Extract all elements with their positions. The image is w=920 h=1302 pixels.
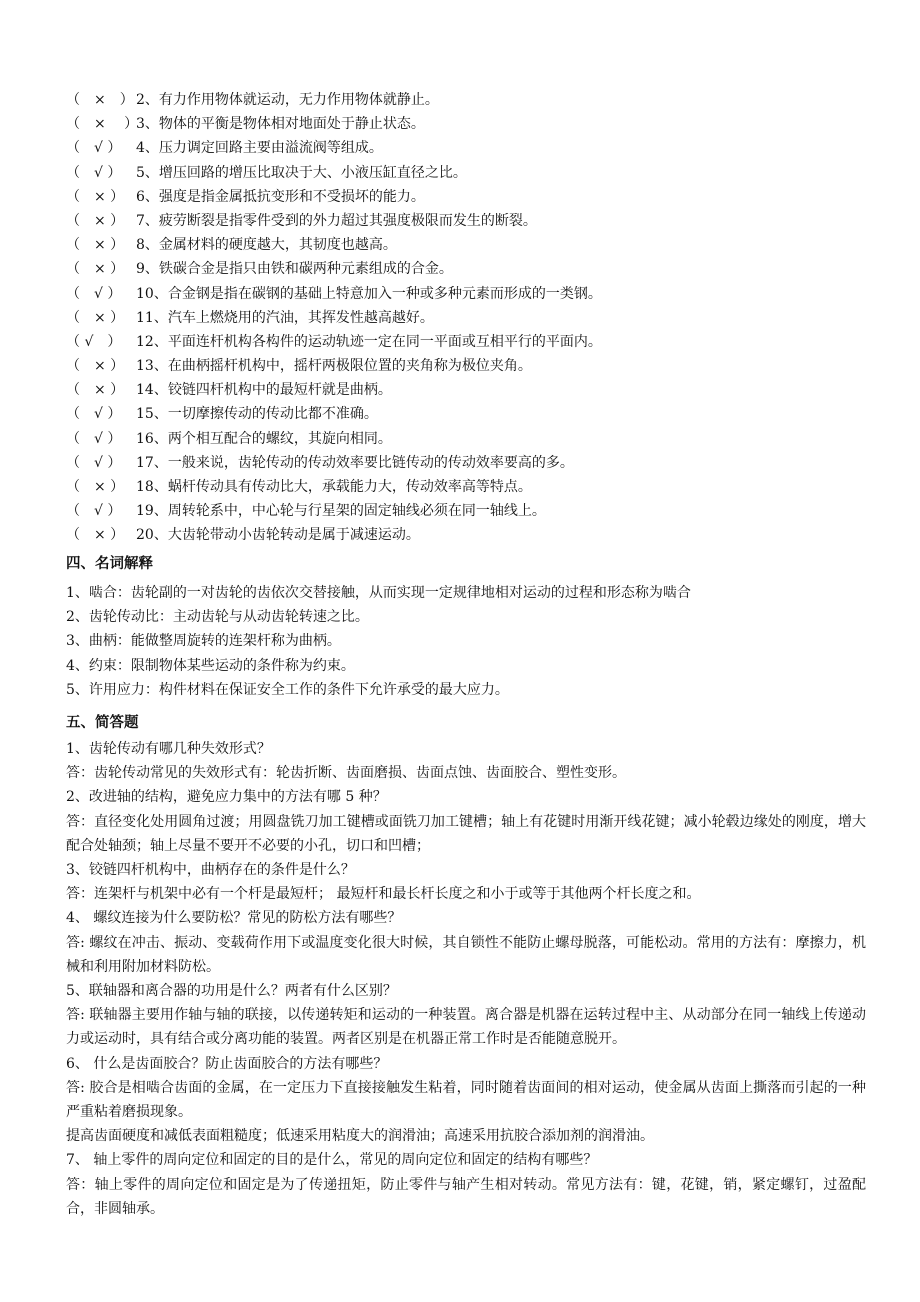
tf-item xyxy=(66,523,866,547)
definition-item: 1、啮合：齿轮副的一对齿轮的齿依次交替接触，从而实现一定规律地相对运动的过程和形态称为啮合 xyxy=(66,585,691,601)
tf-text: 13、在曲柄摇杆机构中，摇杆两极限位置的夹角称为极位夹角。 xyxy=(136,358,532,375)
tf-text: 16、两个相互配合的螺纹，其旋向相同。 xyxy=(136,430,392,447)
tf-item xyxy=(66,233,866,257)
tf-text: 3、物体的平衡是物体相对地面处于静止状态。 xyxy=(136,116,425,133)
true-false-list xyxy=(66,88,866,548)
tf-text: 2、有力作用物体就运动，无力作用物体就静止。 xyxy=(136,92,439,108)
question: 1、齿轮传动有哪几种失效形式？ xyxy=(66,741,271,757)
answer: 提高齿面硬度和减低表面粗糙度；低速采用粘度大的润滑油；高速采用抗胶合添加剂的润滑油。 xyxy=(66,1128,654,1145)
definition-item: 2、齿轮传动比：主动齿轮与从动齿轮转速之比。 xyxy=(66,609,369,626)
tf-mark: （ × ） xyxy=(66,479,125,495)
answer: 答：轴上零件的周向定位和固定是为了传递扭矩，防止零件与轴产生相对转动。常见方法有：键，花键，销，紧定螺钉，过盈配合，非圆轴承。 xyxy=(66,1176,866,1217)
tf-item xyxy=(66,185,866,209)
tf-mark: （ × ） xyxy=(66,309,125,326)
tf-text: 20、大齿轮带动小齿轮转动是属于减速运动。 xyxy=(136,527,420,544)
tf-item xyxy=(66,402,866,426)
tf-text: 19、周转轮系中，中心轮与行星架的固定轴线必须在同一轴线上。 xyxy=(136,503,546,520)
tf-text: 8、金属材料的硬度越大，其韧度也越高。 xyxy=(136,237,397,254)
tf-mark: （ × ） xyxy=(66,261,125,278)
answer: 答：连架杆与机架中必有一个杆是最短杆； 最短杆和最长杆长度之和小于或等于其他两个杆长度之和。 xyxy=(66,886,701,903)
tf-text: 9、铁碳合金是指只由铁和碳两种元素组成的合金。 xyxy=(136,261,453,278)
tf-mark: （ × ） xyxy=(66,212,125,229)
question: 2、改进轴的结构，避免应力集中的方法有哪 5 种？ xyxy=(66,789,387,806)
short-answer-list xyxy=(66,737,866,1221)
answer: 答: 联轴器主要用作轴与轴的联接，以传递转矩和运动的一种装置。离合器是机器在运转过程中主、从动部分在同一轴线上传递动力或运动时，具有结合或分离功能的装置。两者区别是在机器正常工作时是否能随意脱开。 xyxy=(66,1007,866,1048)
tf-item xyxy=(66,475,866,499)
definitions-list xyxy=(66,581,866,702)
tf-item xyxy=(66,161,866,185)
tf-mark: （ √ ） xyxy=(66,406,122,423)
question: 4、 螺纹连接为什么要防松？常见的防松方法有哪些？ xyxy=(66,910,402,927)
tf-item xyxy=(66,330,866,354)
question: 3、铰链四杆机构中，曲柄存在的条件是什么？ xyxy=(66,862,355,879)
answer: 答：齿轮传动常见的失效形式有：轮齿折断、齿面磨损、齿面点蚀、齿面胶合、塑性变形。 xyxy=(66,765,626,782)
question: 7、 轴上零件的周向定位和固定的目的是什么，常见的周向定位和固定的结构有哪些？ xyxy=(66,1152,598,1169)
tf-mark: （ × ） xyxy=(66,116,139,133)
tf-item xyxy=(66,499,866,523)
tf-text: 12、平面连杆机构各构件的运动轨迹一定在同一平面或互相平行的平面内。 xyxy=(136,333,602,350)
tf-mark: （ × ） xyxy=(66,92,134,108)
tf-item xyxy=(66,88,866,112)
tf-mark: （ √ ） xyxy=(66,333,122,350)
tf-item xyxy=(66,257,866,281)
question: 6、 什么是齿面胶合？防止齿面胶合的方法有哪些？ xyxy=(66,1055,388,1072)
tf-text: 14、铰链四杆机构中的最短杆就是曲柄。 xyxy=(136,382,392,399)
tf-mark: （ √ ） xyxy=(66,140,122,157)
tf-text: 17、一般来说，齿轮传动的传动效率要比链传动的传动效率要高的多。 xyxy=(136,454,574,471)
tf-mark: （ × ） xyxy=(66,188,125,205)
definition-item: 3、曲柄：能做整周旋转的连架杆称为曲柄。 xyxy=(66,633,341,650)
tf-mark: （ √ ） xyxy=(66,454,122,471)
answer: 答：直径变化处用圆角过渡；用圆盘铣刀加工键槽或面铣刀加工键槽；轴上有花键时用渐开线花键；减小轮毂边缘处的刚度，增大配合处轴颈；轴上尽量不要开不必要的小孔，切口和凹槽； xyxy=(66,813,866,854)
tf-mark: （ × ） xyxy=(66,358,125,375)
tf-item xyxy=(66,282,866,306)
tf-text: 7、疲劳断裂是指零件受到的外力超过其强度极限而发生的断裂。 xyxy=(136,212,537,229)
tf-mark: （ × ） xyxy=(66,527,125,544)
tf-text: 18、蜗杆传动具有传动比大，承载能力大，传动效率高等特点。 xyxy=(136,479,532,495)
tf-mark: （ √ ） xyxy=(66,430,122,447)
tf-item xyxy=(66,306,866,330)
tf-text: 6、强度是指金属抵抗变形和不受损坏的能力。 xyxy=(136,188,425,205)
tf-item xyxy=(66,378,866,402)
tf-item xyxy=(66,112,866,136)
tf-item xyxy=(66,209,866,233)
question: 5、联轴器和离合器的功用是什么？两者有什么区别？ xyxy=(66,983,397,1000)
tf-text: 10、合金钢是指在碳钢的基础上特意加入一种或多种元素而形成的一类钢。 xyxy=(136,285,602,302)
tf-mark: （ √ ） xyxy=(66,285,122,302)
tf-text: 5、增压回路的增压比取决于大、小液压缸直径之比。 xyxy=(136,164,467,181)
tf-mark: （ × ） xyxy=(66,237,125,254)
definition-item: 5、许用应力：构件材料在保证安全工作的条件下允许承受的最大应力。 xyxy=(66,681,509,698)
tf-item xyxy=(66,354,866,378)
tf-item xyxy=(66,427,866,451)
tf-item xyxy=(66,136,866,160)
tf-mark: （ × ） xyxy=(66,382,125,399)
section-heading-short-answer: 五、简答题 xyxy=(66,715,139,731)
tf-mark: （ √ ） xyxy=(66,503,122,520)
tf-text: 4、压力调定回路主要由溢流阀等组成。 xyxy=(136,140,383,157)
tf-mark: （ √ ） xyxy=(66,164,122,181)
section-heading-definitions: 四、名词解释 xyxy=(66,556,153,572)
answer: 答: 螺纹在冲击、振动、变载荷作用下或温度变化很大时候，其自锁性不能防止螺母脱落，可能松动。常用的方法有：摩擦力，机械和利用附加材料防松。 xyxy=(66,934,866,975)
tf-item xyxy=(66,451,866,475)
tf-text: 15、一切摩擦传动的传动比都不准确。 xyxy=(136,406,378,423)
answer: 答: 胶合是相啮合齿面的金属，在一定压力下直接接触发生粘着，同时随着齿面间的相对运动，使金属从齿面上撕落而引起的一种严重粘着磨损现象。 xyxy=(66,1079,866,1121)
definition-item: 4、约束：限制物体某些运动的条件称为约束。 xyxy=(66,657,355,674)
tf-text: 11、汽车上燃烧用的汽油，其挥发性越高越好。 xyxy=(136,309,434,326)
